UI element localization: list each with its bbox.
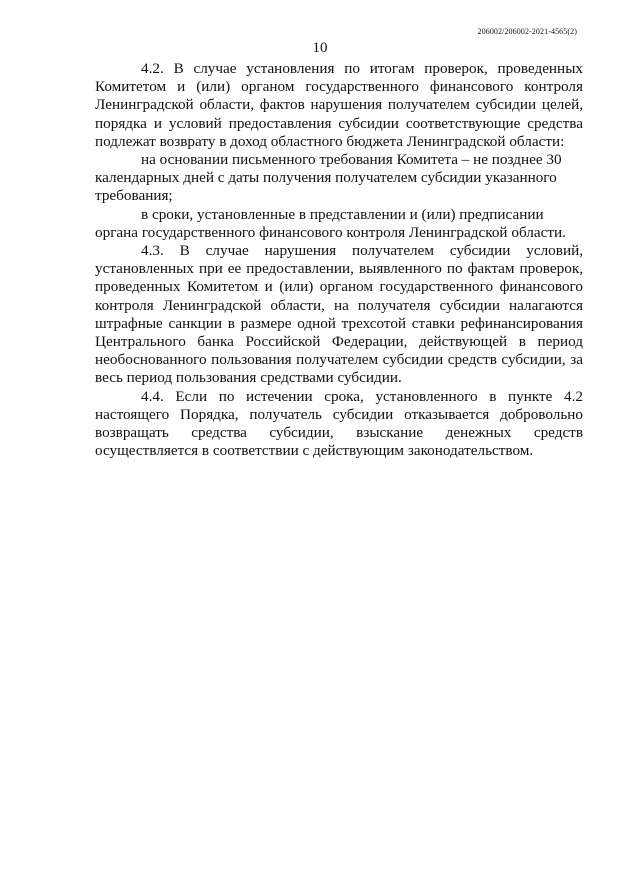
page-number: 10 bbox=[312, 40, 328, 56]
paragraph-4-2-item-2: в сроки, установленные в представлении и (или) предписании органа государственного финансового контроля Ленинградской области. bbox=[95, 205, 566, 241]
paragraph-4-2: 4.2. В случае установления по итогам проверок, проведенных Комитетом и (или) органом государственного финансового контроля Ленинградской области, фактов нарушения получателем субсидии целей, порядка и условий предоставления субсидии соответствующие средства подлежат возврату в доход областного бюджета Ленинградской области: bbox=[95, 60, 583, 150]
paragraph-4-2-item-1: на основании письменного требования Комитета – не позднее 30 календарных дней с даты получения получателем субсидии указанного требования; bbox=[95, 151, 562, 205]
document-body bbox=[95, 60, 583, 460]
paragraph-4-3: 4.3. В случае нарушения получателем субсидии условий, установленных при ее предоставлении, выявленного по фактам проверок, проведенных Комитетом и (или) органом государственного финансового контроля Ленинградской области, на получателя субсидии налагаются штрафные санкции в размере одной трехсотой ставки рефинансирования Центрального банка Российской Федерации, действующей в период необоснованного пользования получателем субсидии средств субсидии, за весь период пользования средствами субсидии. bbox=[95, 242, 583, 387]
document-id: 206002/206002-2021-4565(2) bbox=[477, 27, 577, 36]
paragraph-4-4: 4.4. Если по истечении срока, установленного в пункте 4.2 настоящего Порядка, получатель субсидии отказывается добровольно возвращать средства субсидии, взыскание денежных средств осуществляется в соответствии с действующим законодательством. bbox=[95, 387, 583, 460]
